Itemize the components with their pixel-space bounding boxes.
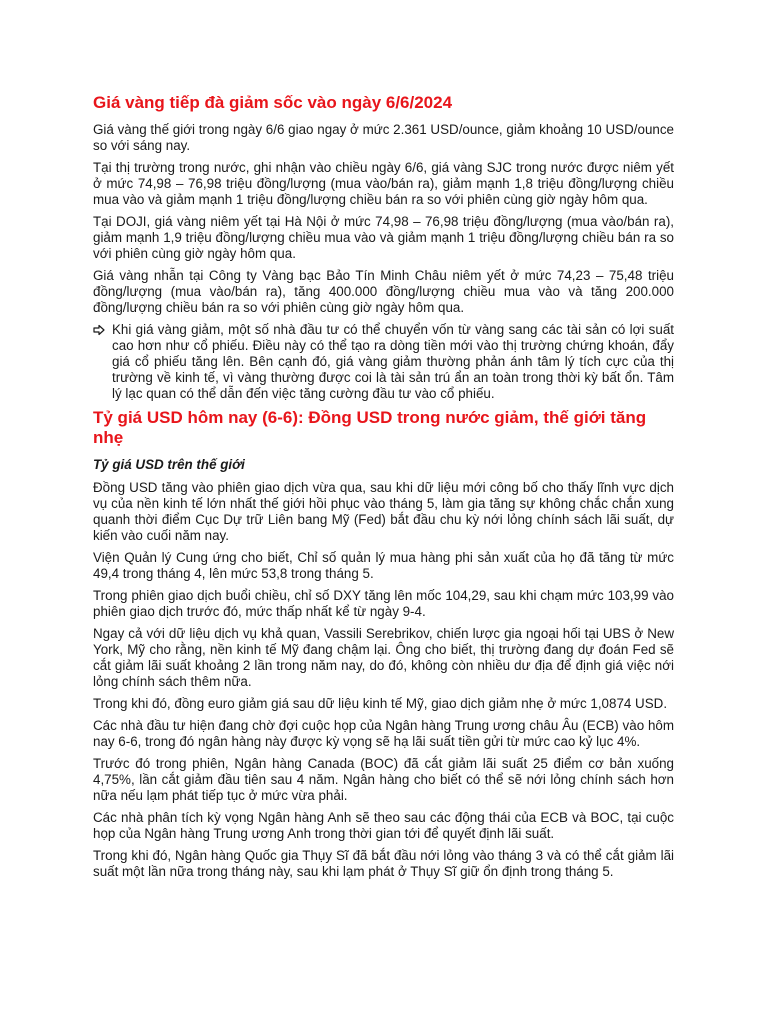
bullet-item [93,322,674,402]
paragraph: Các nhà đầu tư hiện đang chờ đợi cuộc họp của Ngân hàng Trung ương châu Âu (ECB) vào hôm nay 6-6, trong đó ngân hàng này được kỳ vọng sẽ hạ lãi suất tiền gửi từ mức cao kỷ lục 4%. [93,718,674,749]
paragraph: Viện Quản lý Cung ứng cho biết, Chỉ số quản lý mua hàng phi sản xuất của họ đã tăng từ mức 49,4 trong tháng 4, lên mức 53,8 trong tháng 5. [93,550,674,581]
paragraph: Ngay cả với dữ liệu dịch vụ khả quan, Vassili Serebrikov, chiến lược gia ngoại hối tại UBS ở New York, Mỹ cho rằng, nền kinh tế Mỹ đang chậm lại. Ông cho biết, thị trường đang dự đoán Fed sẽ cắt giảm lãi suất khoảng 2 lần trong năm nay, do đó, không còn nhiều dư địa để định giá việc nới lỏng chính sách thêm nữa. [93,626,674,689]
paragraph: Tại DOJI, giá vàng niêm yết tại Hà Nội ở mức 74,98 – 76,98 triệu đồng/lượng (mua vào/bán ra), giảm mạnh 1,9 triệu đồng/lượng chiều mua vào và giảm mạnh 1 triệu đồng/lượng chiều bán ra so với phiên cùng giờ ngày hôm qua. [93,214,674,261]
bullet-text: Khi giá vàng giảm, một số nhà đầu tư có thể chuyển vốn từ vàng sang các tài sản có lợi suất cao hơn như cổ phiếu. Điều này có thể tạo ra dòng tiền mới vào thị trường chứng khoán, đẩy giá cổ phiếu tăng lên. Bên cạnh đó, giá vàng giảm thường phản ánh tâm lý tích cực của thị trường về kinh tế, vì vàng thường được coi là tài sản trú ẩn an toàn trong thời kỳ bất ổn. Tâm lý lạc quan có thể dẫn đến việc tăng cường đầu tư vào cổ phiếu. [112,322,674,401]
arrow-right-outline-icon [93,322,112,340]
section-2-title: Tỷ giá USD hôm nay (6-6): Đồng USD trong nước giảm, thế giới tăng nhẹ [93,408,647,447]
paragraph: Đồng USD tăng vào phiên giao dịch vừa qua, sau khi dữ liệu mới công bố cho thấy lĩnh vực dịch vụ của nền kinh tế lớn nhất thế giới hồi phục vào tháng 5, làm gia tăng sự không chắc chắn xung quanh thời điểm Cục Dự trữ Liên bang Mỹ (Fed) bắt đầu chu kỳ nới lỏng chính sách lãi suất, dự kiến vào cuối năm nay. [93,480,674,543]
paragraph: Trong phiên giao dịch buổi chiều, chỉ số DXY tăng lên mốc 104,29, sau khi chạm mức 103,99 vào phiên giao dịch trước đó, mức thấp nhất kể từ ngày 9-4. [93,588,674,619]
paragraph: Tại thị trường trong nước, ghi nhận vào chiều ngày 6/6, giá vàng SJC trong nước được niêm yết ở mức 74,98 – 76,98 triệu đồng/lượng (mua vào/bán ra), giảm mạnh 1,8 triệu đồng/lượng chiều mua vào và giảm mạnh 1 triệu đồng/lượng chiều bán ra so với phiên cùng giờ ngày hôm qua. [93,160,674,207]
paragraph: Trước đó trong phiên, Ngân hàng Canada (BOC) đã cắt giảm lãi suất 25 điểm cơ bản xuống 4,75%, lần cắt giảm đầu tiên sau 4 năm. Ngân hàng cho biết có thể sẽ nới lỏng chính sách hơn nữa nếu lạm phát tiếp tục ở mức vừa phải. [93,756,674,803]
paragraph: Trong khi đó, đồng euro giảm giá sau dữ liệu kinh tế Mỹ, giao dịch giảm nhẹ ở mức 1,0874 USD. [93,696,668,711]
section-1-title: Giá vàng tiếp đà giảm sốc vào ngày 6/6/2024 [93,93,453,112]
section-2-subtitle: Tỷ giá USD trên thế giới [93,457,245,472]
paragraph: Trong khi đó, Ngân hàng Quốc gia Thụy Sĩ đã bắt đầu nới lỏng vào tháng 3 và có thể cắt giảm lãi suất một lần nữa trong tháng này, sau khi lạm phát ở Thụy Sĩ giữ ổn định trong tháng 5. [93,848,674,879]
paragraph: Giá vàng nhẫn tại Công ty Vàng bạc Bảo Tín Minh Châu niêm yết ở mức 74,23 – 75,48 triệu đồng/lượng (mua vào/bán ra), tăng 400.000 đồng/lượng chiều mua vào và tăng 200.000 đồng/lượng chiều bán ra so với phiên cùng giờ ngày hôm qua. [93,268,674,315]
paragraph: Các nhà phân tích kỳ vọng Ngân hàng Anh sẽ theo sau các động thái của ECB và BOC, tại cuộc họp của Ngân hàng Trung ương Anh trong thời gian tới để quyết định lãi suất. [93,810,674,841]
paragraph: Giá vàng thế giới trong ngày 6/6 giao ngay ở mức 2.361 USD/ounce, giảm khoảng 10 USD/ounce so với sáng nay. [93,122,674,153]
